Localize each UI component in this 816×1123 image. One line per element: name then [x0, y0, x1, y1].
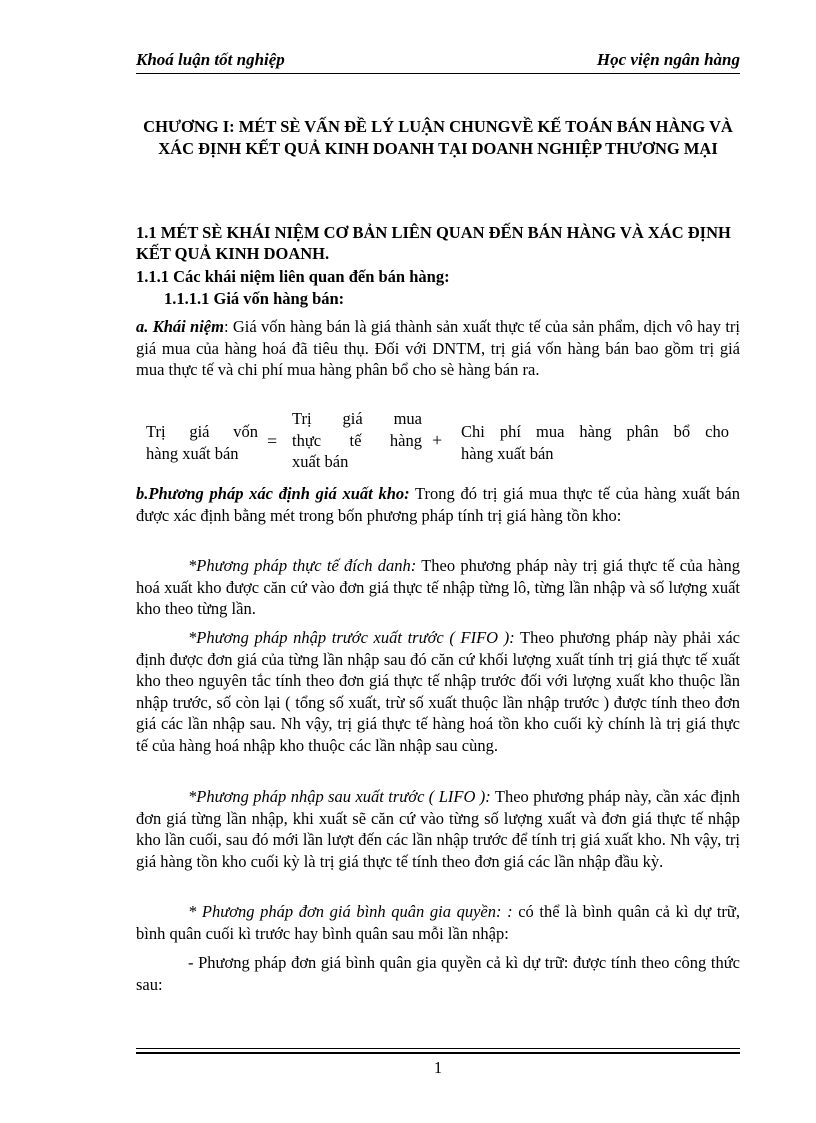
section-heading-1-1: 1.1 MÉT SÈ KHÁI NIỆM CƠ BẢN LIÊN QUAN ĐẾN BÁN HÀNG VÀ XÁC ĐỊNH KẾT QUẢ KINH DOANH.	[136, 223, 731, 263]
page-number: 1	[433, 1058, 443, 1077]
page-header	[136, 50, 740, 72]
formula-equals: =	[267, 431, 278, 451]
specific-identification-lead: *Phương pháp thực tế đích danh:	[188, 556, 417, 575]
paragraph-specific-identification	[136, 555, 740, 620]
formula-term-expense-line2: hàng xuất bán	[461, 443, 554, 463]
formula-term-expense	[461, 421, 729, 464]
formula-term-purchase-line3: xuất bán	[292, 452, 349, 471]
lifo-text: Theo phương pháp này, cần xác định đơn giá từng lần nhập, khi xuất sẽ căn cứ vào từng số lượng xuất và đơn giá thực tế nhập kho lần cuối, sau đó mới lần lượt đến các lần nhập trước để tính trị giá xuất kho. Nh vậy, trị giá hàng tồn kho cuối kỳ là trị giá thực tế tính theo đơn giá các lần nhập đầu kỳ.	[136, 787, 740, 871]
paragraph-weighted-average-period	[136, 952, 740, 995]
formula-term-expense-line1: Chi phí mua hàng phân bổ cho	[461, 422, 729, 441]
paragraph-lifo	[136, 786, 740, 872]
weighted-average-period-text: - Phương pháp đơn giá bình quân gia quyền cả kì dự trữ: được tính theo công thức sau:	[136, 953, 740, 994]
header-thesis-label: Khoá luận tốt nghiệp	[136, 50, 285, 69]
specific-identification-text: Theo phương pháp này trị giá thực tế của hàng hoá xuất kho được căn cứ vào đơn giá thực tế nhập từng lô, từng lần nhập và số lượng xuất kho theo từng lần.	[136, 556, 740, 618]
paragraph-definition	[136, 316, 740, 381]
weighted-average-text: có thể là bình quân cả kì dự trữ, bình quân cuối kì trước hay bình quân sau mỗi lần nhập:	[136, 902, 740, 943]
section-heading-1-1-1: 1.1.1 Các khái niệm liên quan đến bán hàng:	[136, 267, 450, 286]
lifo-lead: *Phương pháp nhập sau xuất trước ( LIFO ):	[188, 787, 491, 806]
formula-term-purchase-line1: Trị giá mua	[292, 409, 422, 428]
formula-term-cost-line1: Trị giá vốn	[146, 422, 258, 441]
chapter-title: CHƯƠNG I: MÉT SÈ VẤN ĐỀ LÝ LUẬN CHUNGVỀ KẾ TOÁN BÁN HÀNG VÀ XÁC ĐỊNH KẾT QUẢ KINH DOANH TẠI DOANH NGHIỆP THƯƠNG MẠI	[143, 117, 733, 158]
paragraph-fifo	[136, 627, 740, 756]
definition-lead: a. Khái niệm	[136, 317, 224, 336]
paragraph-weighted-average	[136, 901, 740, 944]
footer-rule-thin	[136, 1048, 740, 1049]
fifo-lead: *Phương pháp nhập trước xuất trước ( FIFO ):	[188, 628, 515, 647]
formula-term-cost-line2: hàng xuất bán	[146, 443, 239, 463]
formula-plus: +	[432, 430, 443, 450]
fifo-text: Theo phương pháp này phải xác định được đơn giá của từng lần nhập sau đó căn cứ khối lượng xuất tính trị giá thực tế xuất kho theo nguyên tắc tính theo đơn giá thực tế nhập trước đối với lượng xuất kho thuộc lần nhập trước, số còn lại ( tổng số xuất, trừ số xuất thuộc lần nhập trước ) được tính theo đơn giá các lần nhập sau. Nh vậy, trị giá thực tế hàng hoá tồn kho cuối kỳ chính là trị giá thực tế của hàng hoá nhập kho thuộc các lần nhập sau cùng.	[136, 628, 740, 755]
formula-term-purchase-line2: thực tế hàng	[292, 430, 422, 450]
header-rule	[136, 73, 740, 74]
method-intro-text: Trong đó trị giá mua thực tế của hàng xuất bán được xác định bằng mét trong bốn phương pháp tính trị giá hàng tồn kho:	[136, 484, 741, 525]
section-heading-1-1-1-1: 1.1.1.1 Giá vốn hàng bán:	[164, 289, 345, 308]
weighted-average-lead: * Phương pháp đơn giá bình quân gia quyền: :	[188, 902, 513, 921]
method-intro-lead: b.Phương pháp xác định giá xuất kho:	[136, 484, 410, 503]
formula-term-purchase	[292, 408, 422, 473]
footer-rule-thick	[136, 1052, 740, 1054]
formula-term-cost	[146, 421, 258, 464]
header-institution-label: Học viện ngân hàng	[596, 50, 740, 69]
paragraph-method-intro	[136, 483, 740, 526]
definition-text: : Giá vốn hàng bán là giá thành sản xuất thực tế của sản phẩm, dịch vô hay trị giá mua của hàng hoá đã tiêu thụ. Đối với DNTM, trị giá vốn hàng bán bao gồm trị giá mua thực tế và chi phí mua hàng phân bổ cho sè hàng bán ra.	[136, 317, 740, 379]
cost-formula	[136, 406, 740, 474]
